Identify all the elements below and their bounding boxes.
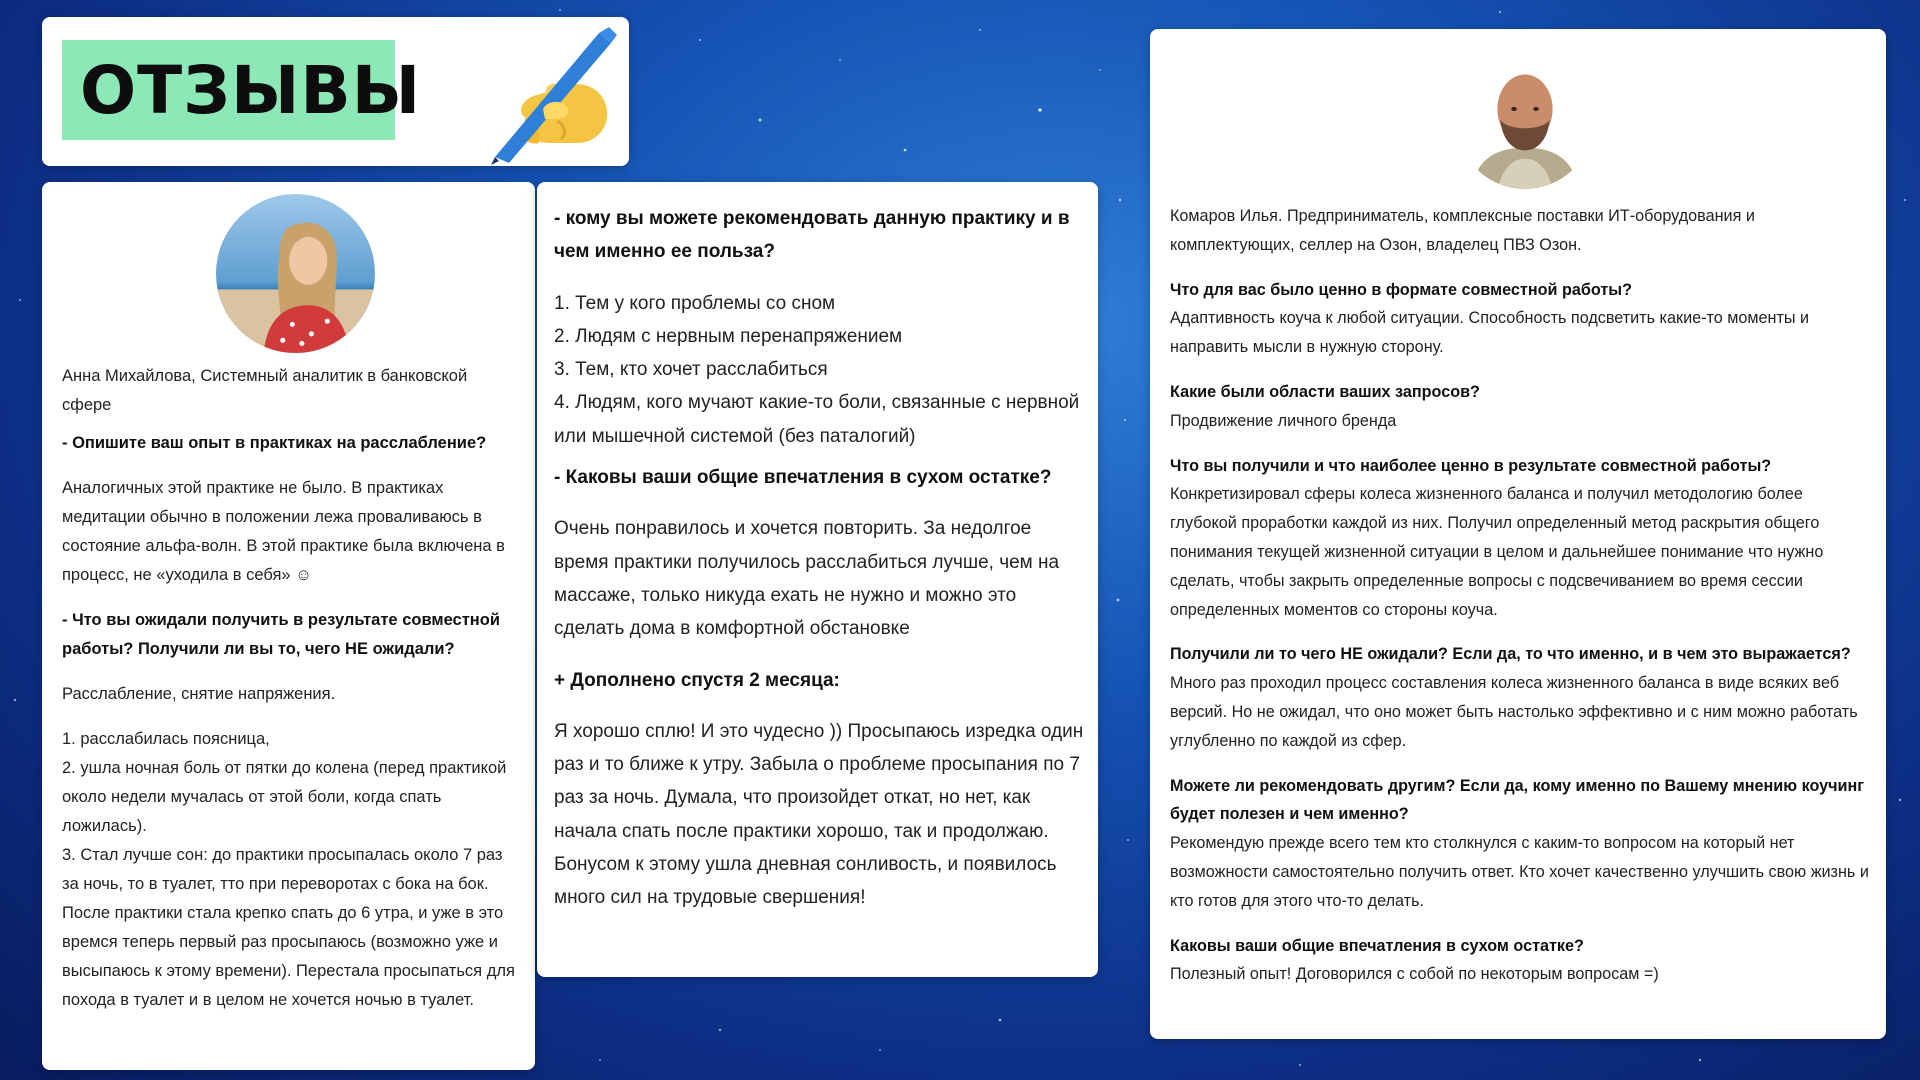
answer-text: Много раз проходил процесс составления колеса жизненного баланса в виде всяких веб версий. Но не ожидал, что оно может быть настолько эффективно и с ним можно работать углубленно по каждой из сфер. — [1170, 674, 1858, 750]
list-item: 1. расслабилась поясница, — [62, 730, 270, 748]
review-card-anna-continued — [537, 182, 1098, 977]
title-card — [42, 17, 629, 166]
review-card-ilya — [1150, 29, 1886, 1039]
list-item: 2. Людям с нервным перенапряжением — [554, 325, 903, 347]
addendum-heading: + Дополнено спустя 2 месяца: — [554, 669, 840, 691]
question-text: - Что вы ожидали получить в результате совместной работы? Получили ли вы то, чего НЕ ожидали? — [62, 611, 500, 658]
question-text: Можете ли рекомендовать другим? Если да, кому именно по Вашему мнению коучинг будет полезен и чем именно? — [1170, 776, 1864, 824]
question-text: Получили ли то чего НЕ ожидали? Если да, то что именно, и в чем это выражается? — [1170, 645, 1851, 664]
question-text: - Каковы ваши общие впечатления в сухом остатке? — [554, 467, 1052, 489]
answer-text: Очень понравилось и хочется повторить. За недолгое время практики получилось расслабиться лучше, чем на массаже, только никуда ехать не нужно и можно это сделать дома в комфортной обстановке — [554, 518, 1060, 640]
list-item: 3. Тем, кто хочет расслабиться — [554, 359, 828, 381]
review-author: Комаров Илья. Предприниматель, комплексные поставки ИТ-оборудования и комплектующих, селлер на Озон, владелец ПВЗ Озон. — [1170, 207, 1755, 254]
answer-text: Полезный опыт! Договорился с собой по некоторым вопросам =) — [1170, 965, 1659, 984]
answer-text: Конкретизировал сферы колеса жизненного баланса и получил методологию более глубокой проработки каждой из них. Получил определенный метод раскрытия общего понимания текущей жизненной ситуации в целом и дальнейшее понимание что нужно сделать, чтобы закрыть определенные вопросы с подсвечиванием во время сессии определенных моментов со стороны коуча. — [1170, 485, 1824, 619]
avatar-anna — [216, 194, 375, 353]
answer-text: Аналогичных этой практике не было. В практиках медитации обычно в положении лежа проваливаюсь в состояние альфа-волн. В этой практике была включена в процесс, не «уходила в себя» ☺ — [62, 479, 505, 584]
answer-text: Адаптивность коуча к любой ситуации. Способность подсветить какие-то моменты и направить мысли в нужную сторону. — [1170, 309, 1810, 357]
title-banner — [62, 40, 422, 140]
list-item: 3. Стал лучше сон: до практики просыпалась около 7 раз за ночь, то в туалет, тто при переворотах с бока на бок. После практики стала крепко спать до 6 утра, и уже в это времся теперь первый раз просыпаюсь (возможно уже и высыпаюсь к этому времени). Перестала просыпаться для похода в туалет и в целом не хочется ночью в туалет. — [62, 846, 515, 1009]
review-author: Анна Михайлова, Системный аналитик в банковской сфере — [62, 367, 468, 414]
answer-text: Я хорошо сплю! И это чудесно )) Просыпаюсь изредка один раз и то ближе к утру. Забыла о проблеме просыпания по 7 раз за ночь. Думала, что произойдет откат, но нет, как начала спать после практики хорошо, так и продолжаю. Бонусом к этому ушла дневная сонливость, и появилось много сил на трудовые свершения! — [554, 720, 1084, 909]
question-text: Каковы ваши общие впечатления в сухом остатке? — [1170, 936, 1584, 955]
list-item: 2. ушла ночная боль от пятки до колена (перед практикой около недели мучалась от этой боли, когда спать ложилась). — [62, 759, 507, 835]
list-item: 4. Людям, кого мучают какие-то боли, связанные с нервной или мышечной системой (без паталогий) — [554, 392, 1080, 447]
answer-text: Рекомендую прежде всего тем кто столкнулся с каким-то вопросом на который нет возможности самостоятельно получить ответ. Кто хочет качественно улучшить свою жизнь и кто готов для этого что-то делать. — [1170, 834, 1869, 910]
question-text: - Опишите ваш опыт в практиках на расслабление? — [62, 434, 487, 452]
writing-hand-icon — [487, 25, 627, 165]
list-item: 1. Тем у кого проблемы со сном — [554, 292, 836, 314]
answer-text: Продвижение личного бренда — [1170, 411, 1397, 430]
review-card-anna — [42, 182, 535, 1070]
question-text: Что для вас было ценно в формате совместной работы? — [1170, 280, 1632, 299]
avatar-ilya — [1456, 51, 1594, 189]
question-text: - кому вы можете рекомендовать данную практику и в чем именно ее польза? — [554, 208, 1070, 263]
page-title: ОТЗЫВЫ — [80, 51, 422, 129]
question-text: Какие были области ваших запросов? — [1170, 382, 1480, 401]
question-text: Что вы получили и что наиболее ценно в результате совместной работы? — [1170, 456, 1772, 475]
answer-text: Расслабление, снятие напряжения. — [62, 685, 336, 703]
